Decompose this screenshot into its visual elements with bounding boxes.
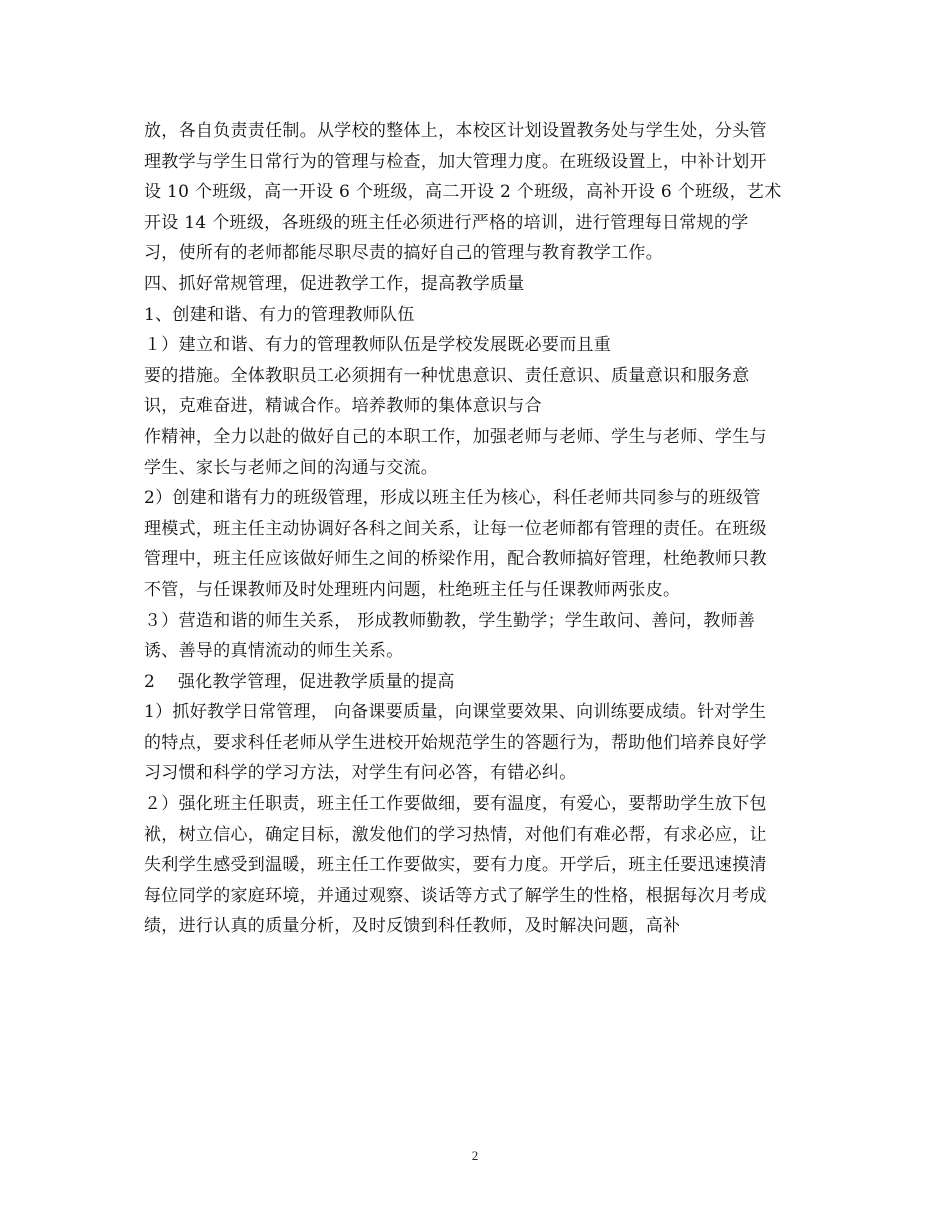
text-line: 放，各自负责责任制。从学校的整体上，本校区计划设置教务处与学生处，分头管 — [144, 121, 767, 141]
text-line: 每位同学的家庭环境，并通过观察、谈话等方式了解学生的性格，根据每次月考成 — [144, 885, 767, 906]
section-heading: 四、抓好常规管理，促进教学工作，提高教学质量 — [144, 273, 525, 294]
text-line: 理模式，班主任主动协调好各科之间关系，让每一位老师都有管理的责任。在班级 — [144, 518, 767, 539]
text-line: 作精神，全力以赴的做好自己的本职工作，加强老师与老师、学生与老师、学生与 — [144, 426, 767, 447]
text-line: 2）创建和谐有力的班级管理，形成以班主任为核心，科任老师共同参与的班级管 — [144, 488, 761, 509]
text-line: 开设 14 个班级，各班级的班主任必须进行严格的培训，进行管理每日常规的学 — [144, 212, 749, 233]
text-line: ２）强化班主任职责，班主任工作要做细，要有温度，有爱心，要帮助学生放下包 — [144, 794, 767, 815]
text-line: 失利学生感受到温暖，班主任工作要做实，要有力度。开学后，班主任要迅速摸清 — [144, 855, 767, 876]
text-line: 诱、善导的真情流动的师生关系。 — [144, 641, 404, 662]
body-text — [144, 116, 824, 942]
text-line: 识，克难奋进，精诚合作。培养教师的集体意识与合 — [144, 396, 542, 417]
text-line: 袱，树立信心，确定目标，激发他们的学习热情，对他们有难必帮，有求必应，让 — [144, 824, 767, 845]
page-number: 2 — [471, 1148, 479, 1163]
text-line: 不管，与任课教师及时处理班内问题，杜绝班主任与任课教师两张皮。 — [144, 579, 681, 600]
text-line: 习，使所有的老师都能尽职尽责的搞好自己的管理与教育教学工作。 — [144, 243, 663, 264]
text-line: 要的措施。全体教职员工必须拥有一种忧患意识、责任意识、质量意识和服务意 — [144, 365, 750, 386]
text-line: 理教学与学生日常行为的管理与检查，加大管理力度。在班级设置上，中补计划开 — [144, 151, 767, 172]
text-line: ３）营造和谐的师生关系， 形成教师勤教，学生勤学；学生敢问、善问，教师善 — [144, 610, 756, 631]
text-line: １）建立和谐、有力的管理教师队伍是学校发展既必要而且重 — [144, 335, 612, 356]
text-line: 1）抓好教学日常管理， 向备课要质量，向课堂要效果、向训练要成绩。针对学生 — [144, 702, 767, 723]
text-line: 学生、家长与老师之间的沟通与交流。 — [144, 457, 439, 478]
text-line: 设 10 个班级，高一开设 6 个班级，高二开设 2 个班级，高补开设 6 个班级，艺术 — [144, 182, 782, 203]
text-line: 的特点，要求科任老师从学生进校开始规范学生的答题行为，帮助他们培养良好学 — [144, 732, 767, 753]
text-line: 绩，进行认真的质量分析，及时反馈到科任教师，及时解决问题，高补 — [144, 916, 681, 937]
text-line: 习习惯和科学的学习方法，对学生有问必答，有错必纠。 — [144, 763, 577, 784]
subsection-heading: 1、创建和谐、有力的管理教师队伍 — [144, 304, 415, 325]
subsection-heading: 2 强化教学管理，促进教学质量的提高 — [144, 671, 455, 692]
text-line: 管理中，班主任应该做好师生之间的桥梁作用，配合教师搞好管理，杜绝教师只教 — [144, 549, 767, 570]
